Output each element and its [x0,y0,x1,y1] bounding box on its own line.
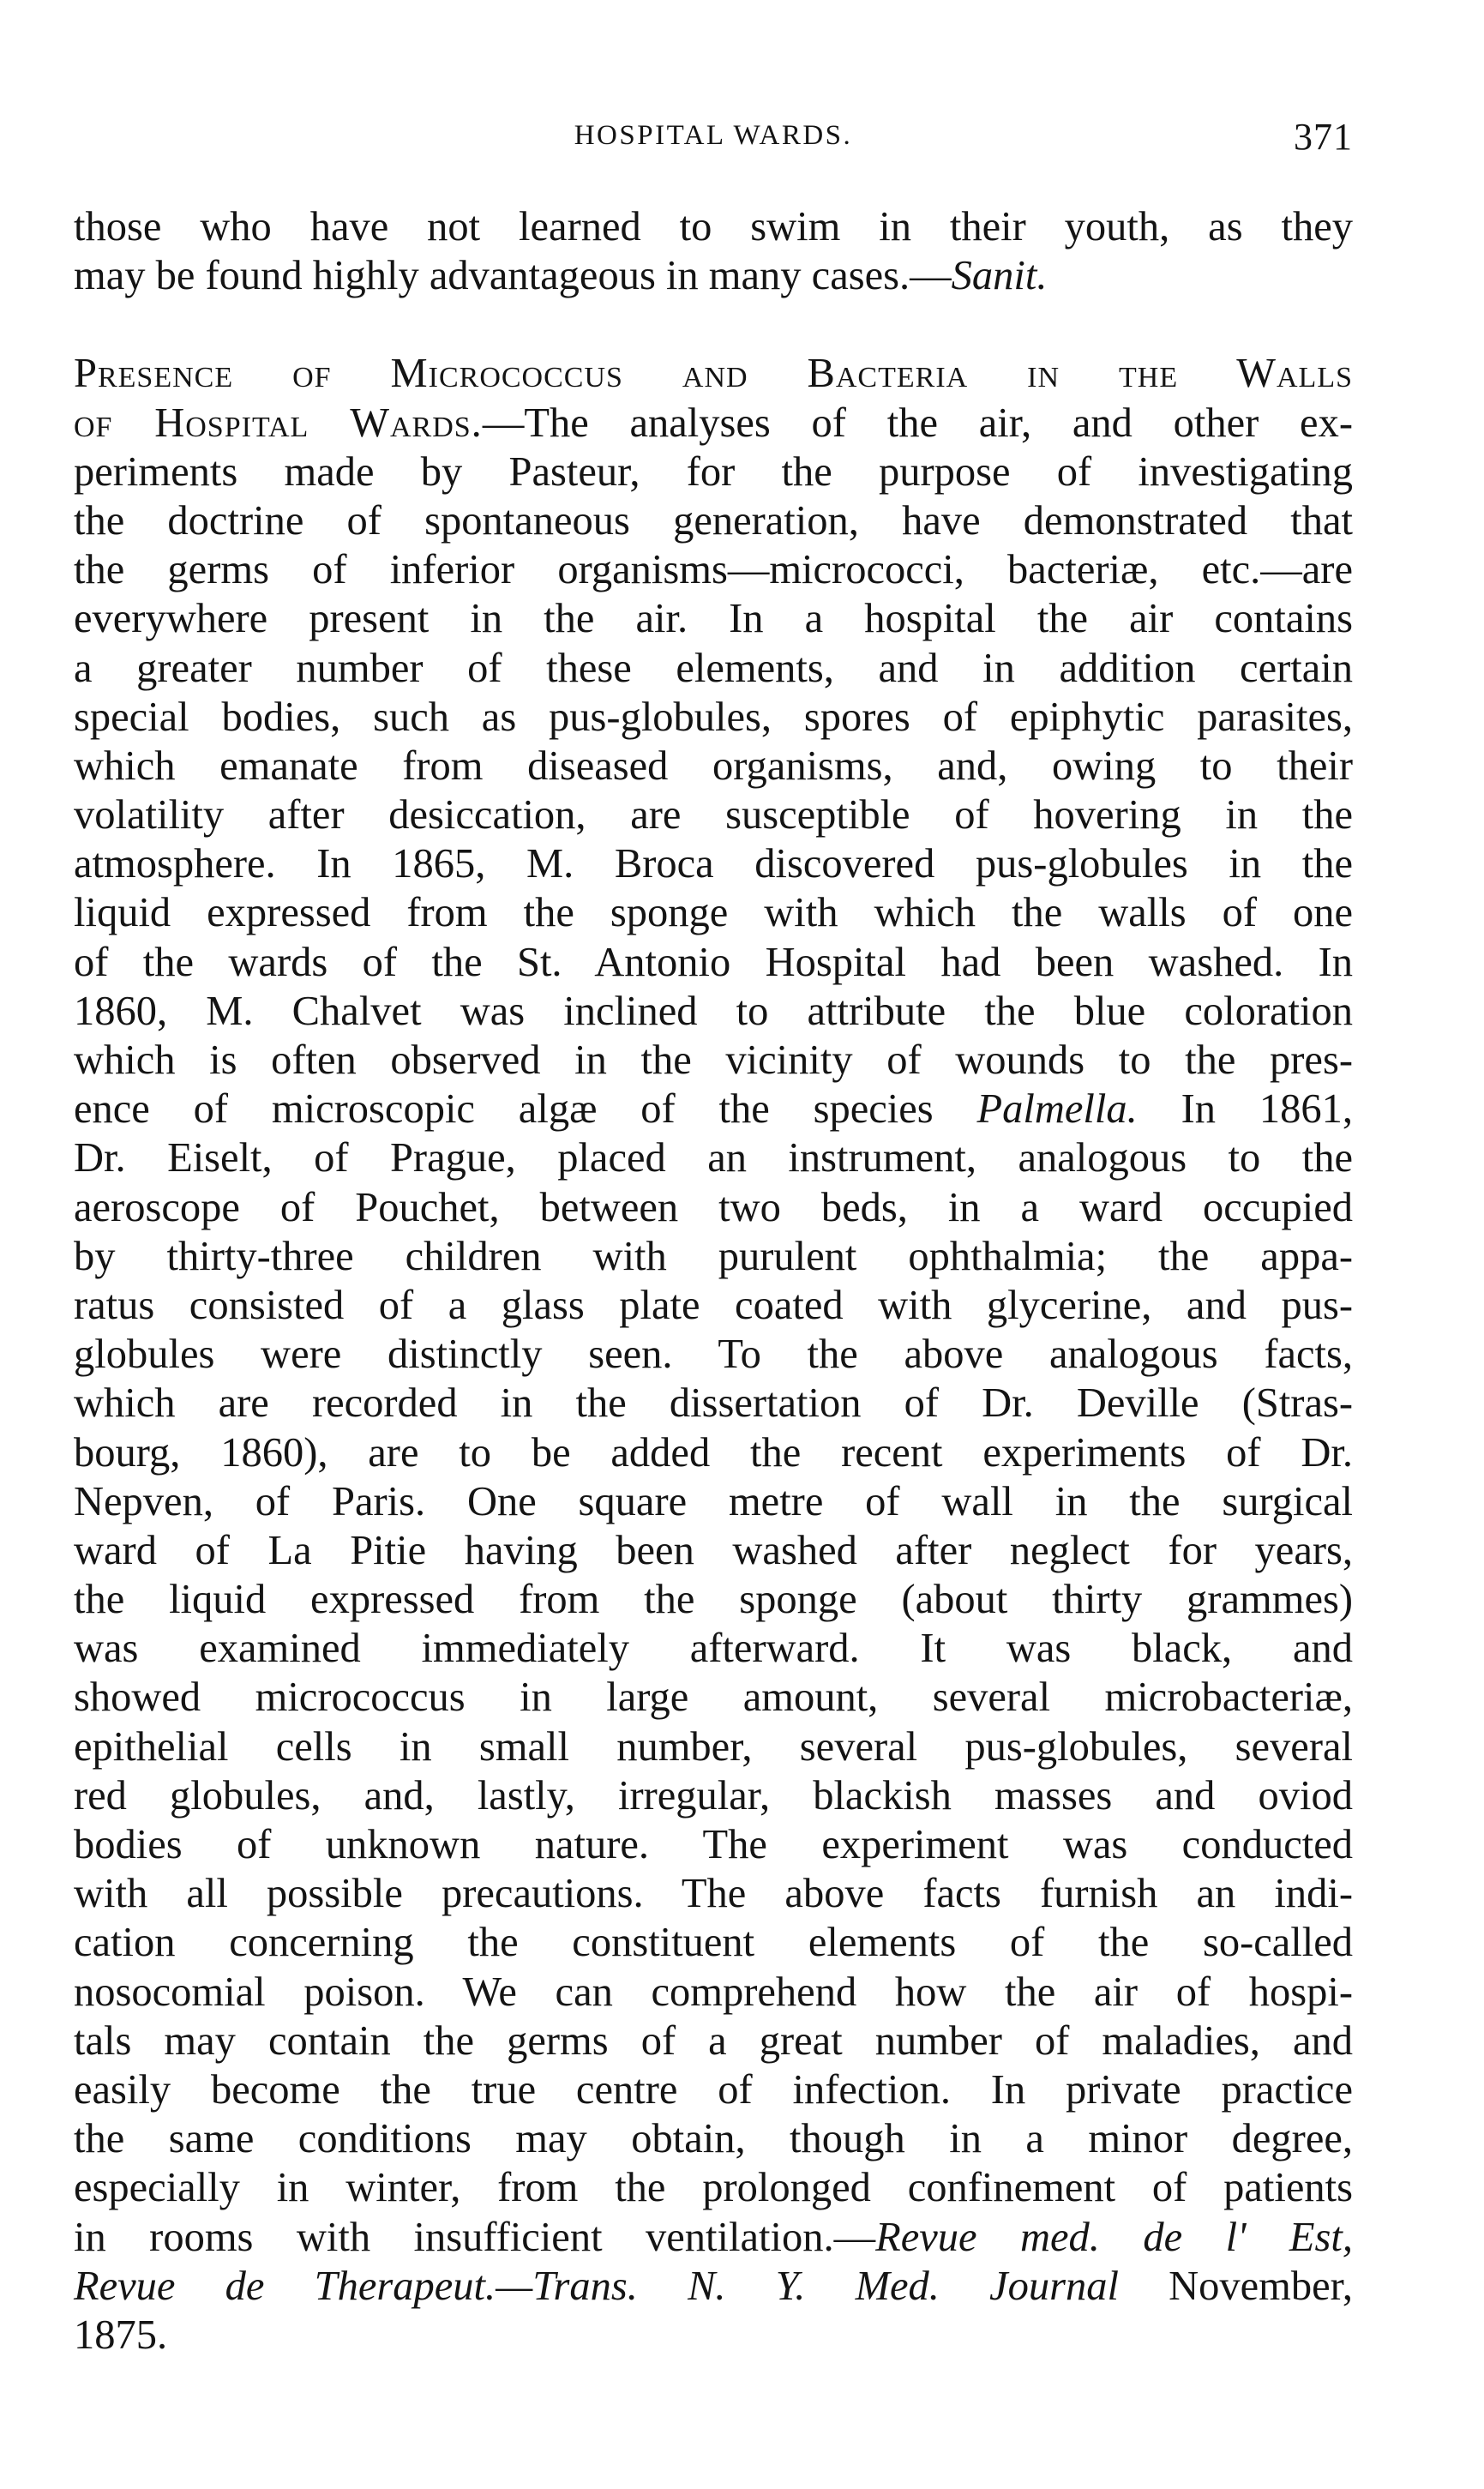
text-line [74,1085,1353,1133]
text-line: 1875. [74,2312,168,2358]
text-line: 1860, M. Chalvet was inclined to attribute the blue coloration [74,988,1353,1034]
running-header [74,116,1353,171]
text-line [74,2213,1353,2262]
text-line: epithelial cells in small number, several pus-globules, several [74,1723,1353,1770]
text-line [74,399,1353,448]
text-line: nosocomial poison. We can comprehend how the air of hospi- [74,1969,1353,2015]
text-line: tals may contain the germs of a great number of maladies, and [74,2017,1353,2064]
text-line: bourg, 1860), are to be added the recent experiments of Dr. [74,1429,1353,1476]
article-heading: Presence of Micrococcus and Bacteria in the Walls [74,351,1353,397]
source-citation: Revue med. de l' Est, [875,2214,1353,2260]
text-line: cation concerning the constituent elements of the so-called [74,1920,1353,1966]
text-line: showed micrococcus in large amount, several microbacteriæ, [74,1674,1353,1721]
article-heading-continued: of Hospital Wards. [74,400,483,446]
text-line: especially in winter, from the prolonged confinement of patients [74,2165,1353,2211]
text-line [74,251,1353,300]
text-line [74,2262,1353,2311]
text-line: bodies of unknown nature. The experiment was conducted [74,1822,1353,1867]
book-page [74,116,1354,2360]
text-line: ward of La Pitie having been washed after neglect for years, [74,1527,1353,1573]
text-line: special bodies, such as pus-globules, spores of epiphytic parasites, [74,694,1353,740]
text-span: ence of microscopic algæ of the species [74,1086,977,1133]
text-line: was examined immediately afterward. It was black, and [74,1626,1353,1672]
text-span: may be found highly advantageous in many cases.— [74,253,952,299]
text-line: easily become the true centre of infection. In private practice [74,2066,1353,2113]
body-text-block [74,1133,1353,2212]
text-line: the liquid expressed from the sponge (about thirty grammes) [74,1577,1353,1623]
text-line: periments made by Pasteur, for the purpose of investigating [74,448,1353,495]
text-line: everywhere present in the air. In a hospital the air contains [74,596,1353,642]
text-line: Nepven, of Paris. One square metre of wall in the surgical [74,1478,1353,1524]
intro-paragraph [74,202,1353,300]
text-line: which is often observed in the vicinity of wounds to the pres- [74,1037,1353,1083]
body-text-block [74,448,1353,1085]
text-line: which are recorded in the dissertation of Dr. Deville (Stras- [74,1380,1353,1427]
text-span: November, [1118,2263,1354,2309]
text-line: the germs of inferior organisms—micrococci, bacteriæ, etc.—are [74,547,1353,593]
source-citation: Sanit. [951,253,1048,299]
text-span: in rooms with insufficient ventilation.— [74,2214,876,2260]
text-line: atmosphere. In 1865, M. Broca discovered pus-globules in the [74,841,1353,887]
text-line: those who have not learned to swim in their youth, as they [74,204,1353,250]
text-line: red globules, and, lastly, irregular, blackish masses and oviod [74,1772,1353,1819]
text-line: volatility after desiccation, are susceptible of hovering in the [74,792,1353,839]
text-line: which emanate from diseased organisms, and, owing to their [74,742,1353,789]
text-span: —The analyses of the air, and other ex- [482,400,1353,446]
source-citation: Revue de Therapeut.—Trans. N. Y. Med. Journal [74,2263,1119,2309]
article-paragraph [74,349,1353,2360]
text-line: the same conditions may obtain, though in a minor degree, [74,2116,1353,2162]
text-line: aeroscope of Pouchet, between two beds, in a ward occupied [74,1184,1353,1230]
text-line: liquid expressed from the sponge with which the walls of one [74,890,1353,936]
text-line: with all possible precautions. The above facts furnish an indi- [74,1871,1353,1917]
text-line: Dr. Eiselt, of Prague, placed an instrument, analogous to the [74,1135,1353,1181]
text-line: of the wards of the St. Antonio Hospital had been washed. In [74,939,1353,985]
text-line: globules were distinctly seen. To the above analogous facts, [74,1332,1353,1378]
text-line: a greater number of these elements, and in addition certain [74,645,1353,691]
running-title: HOSPITAL WARDS. [574,120,853,151]
page-number: 371 [1294,116,1353,158]
text-line: ratus consisted of a glass plate coated with glycerine, and pus- [74,1282,1353,1328]
text-line: the doctrine of spontaneous generation, have demonstrated that [74,497,1353,544]
text-span: In 1861, [1137,1086,1353,1133]
paragraph-spacer [74,300,1353,349]
text-line: by thirty-three children with purulent ophthalmia; the appa- [74,1233,1353,1279]
species-name: Palmella. [976,1086,1138,1133]
